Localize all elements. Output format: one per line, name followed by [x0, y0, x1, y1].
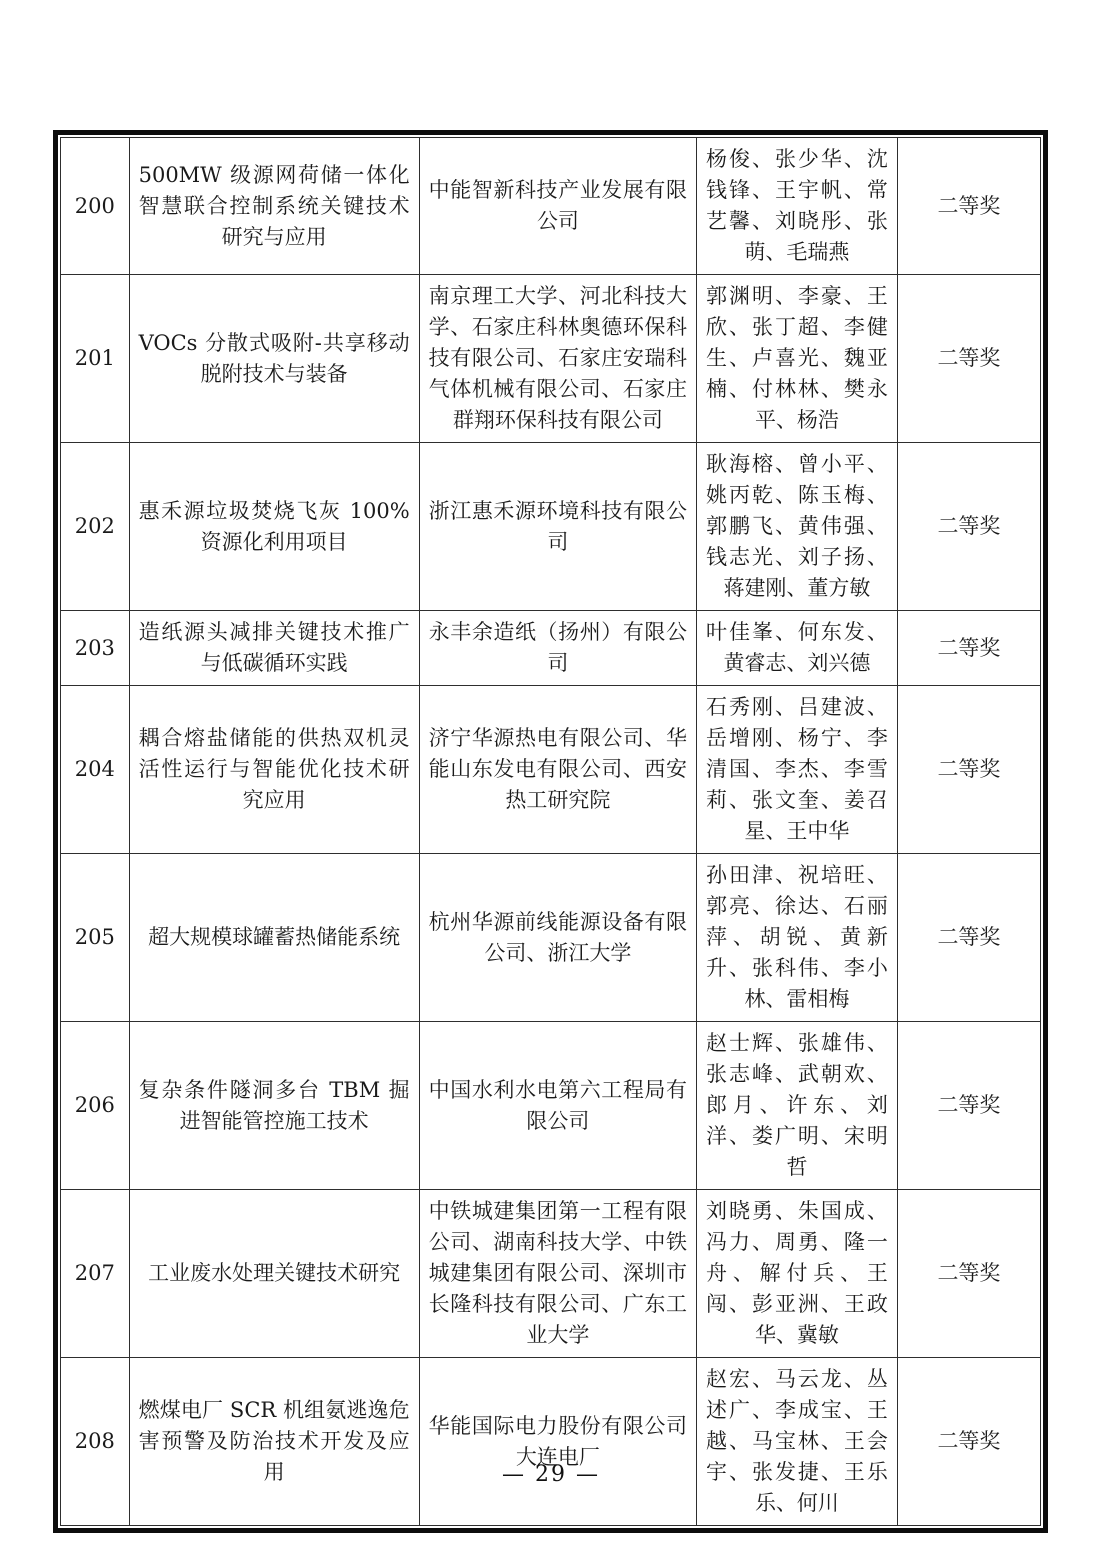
cell-award-level: 二等奖 — [897, 138, 1040, 275]
cell-people: 叶佳峯、何东发、黄睿志、刘兴德 — [697, 611, 898, 686]
awards-table-container — [53, 130, 1048, 1533]
cell-organizations: 华能国际电力股份有限公司大连电厂 — [419, 1358, 696, 1526]
cell-award-level: 二等奖 — [897, 1022, 1040, 1190]
cell-award-level: 二等奖 — [897, 611, 1040, 686]
cell-project-title: 复杂条件隧洞多台 TBM 掘进智能管控施工技术 — [129, 1022, 419, 1190]
cell-row-number: 200 — [61, 138, 130, 275]
cell-project-title: 耦合熔盐储能的供热双机灵活性运行与智能优化技术研究应用 — [129, 686, 419, 854]
cell-people: 刘晓勇、朱国成、冯力、周勇、隆一舟、解付兵、王闯、彭亚洲、王政华、冀敏 — [697, 1190, 898, 1358]
cell-row-number: 201 — [61, 275, 130, 443]
table-row — [61, 1022, 1041, 1190]
cell-project-title: 燃煤电厂 SCR 机组氨逃逸危害预警及防治技术开发及应用 — [129, 1358, 419, 1526]
cell-row-number: 203 — [61, 611, 130, 686]
cell-people: 郭渊明、李豪、王欣、张丁超、李健生、卢喜光、魏亚楠、付林林、樊永平、杨浩 — [697, 275, 898, 443]
cell-people: 孙田津、祝培旺、郭亮、徐达、石丽萍、胡锐、黄新升、张科伟、李小林、雷相梅 — [697, 854, 898, 1022]
cell-people: 石秀刚、吕建波、岳增刚、杨宁、李清国、李杰、李雪莉、张文奎、姜召星、王中华 — [697, 686, 898, 854]
table-row — [61, 611, 1041, 686]
cell-organizations: 南京理工大学、河北科技大学、石家庄科林奥德环保科技有限公司、石家庄安瑞科气体机械有限公司、石家庄群翔环保科技有限公司 — [419, 275, 696, 443]
cell-row-number: 207 — [61, 1190, 130, 1358]
cell-organizations: 中能智新科技产业发展有限公司 — [419, 138, 696, 275]
table-row — [61, 138, 1041, 275]
table-row — [61, 275, 1041, 443]
cell-organizations: 济宁华源热电有限公司、华能山东发电有限公司、西安热工研究院 — [419, 686, 696, 854]
cell-award-level: 二等奖 — [897, 1358, 1040, 1526]
cell-row-number: 206 — [61, 1022, 130, 1190]
cell-award-level: 二等奖 — [897, 1190, 1040, 1358]
cell-project-title: 工业废水处理关键技术研究 — [129, 1190, 419, 1358]
table-row — [61, 854, 1041, 1022]
cell-people: 杨俊、张少华、沈钱锋、王宇帆、常艺馨、刘晓彤、张萌、毛瑞燕 — [697, 138, 898, 275]
cell-organizations: 永丰余造纸（扬州）有限公司 — [419, 611, 696, 686]
cell-people: 耿海榕、曾小平、姚丙乾、陈玉梅、郭鹏飞、黄伟强、钱志光、刘子扬、蒋建刚、董方敏 — [697, 443, 898, 611]
cell-award-level: 二等奖 — [897, 443, 1040, 611]
cell-people: 赵士辉、张雄伟、张志峰、武朝欢、郎月、许东、刘洋、娄广明、宋明哲 — [697, 1022, 898, 1190]
cell-project-title: 造纸源头减排关键技术推广与低碳循环实践 — [129, 611, 419, 686]
page-number: — 29 — — [502, 1462, 600, 1487]
cell-award-level: 二等奖 — [897, 275, 1040, 443]
cell-project-title: 超大规模球罐蓄热储能系统 — [129, 854, 419, 1022]
table-row — [61, 686, 1041, 854]
table-row — [61, 1358, 1041, 1526]
table-row — [61, 443, 1041, 611]
cell-people: 赵宏、马云龙、丛述广、李成宝、王越、马宝林、王会宇、张发捷、王乐乐、何川 — [697, 1358, 898, 1526]
cell-project-title: VOCs 分散式吸附-共享移动脱附技术与装备 — [129, 275, 419, 443]
cell-row-number: 204 — [61, 686, 130, 854]
cell-organizations: 中国水利水电第六工程局有限公司 — [419, 1022, 696, 1190]
cell-row-number: 202 — [61, 443, 130, 611]
cell-organizations: 杭州华源前线能源设备有限公司、浙江大学 — [419, 854, 696, 1022]
cell-award-level: 二等奖 — [897, 854, 1040, 1022]
awards-table-body — [61, 138, 1041, 1526]
cell-row-number: 208 — [61, 1358, 130, 1526]
cell-organizations: 浙江惠禾源环境科技有限公司 — [419, 443, 696, 611]
awards-table — [60, 137, 1041, 1526]
cell-row-number: 205 — [61, 854, 130, 1022]
cell-award-level: 二等奖 — [897, 686, 1040, 854]
cell-project-title: 惠禾源垃圾焚烧飞灰 100%资源化利用项目 — [129, 443, 419, 611]
cell-project-title: 500MW 级源网荷储一体化智慧联合控制系统关键技术研究与应用 — [129, 138, 419, 275]
table-row — [61, 1190, 1041, 1358]
cell-organizations: 中铁城建集团第一工程有限公司、湖南科技大学、中铁城建集团有限公司、深圳市长隆科技有限公司、广东工业大学 — [419, 1190, 696, 1358]
